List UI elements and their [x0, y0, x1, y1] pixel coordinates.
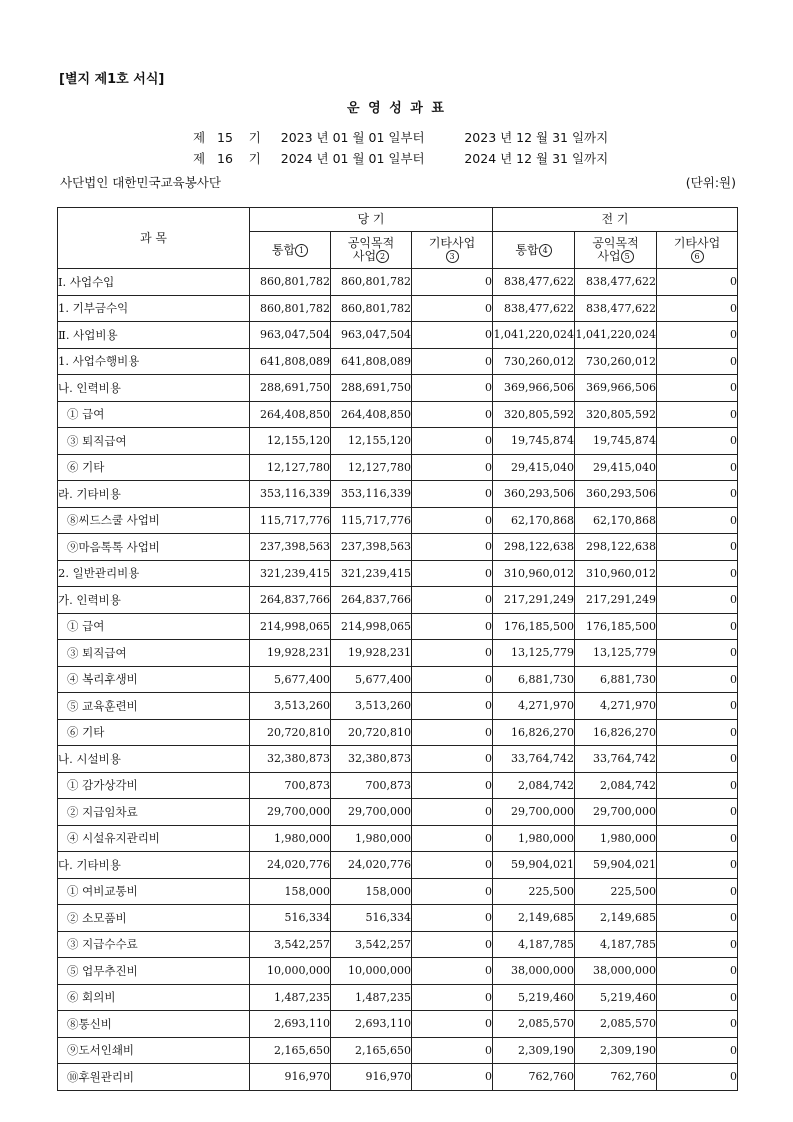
- amount-cell: 0: [412, 719, 493, 746]
- amount-cell: 225,500: [493, 878, 575, 905]
- table-row: [58, 1037, 738, 1064]
- account-name: ③ 퇴직급여: [58, 640, 250, 667]
- amount-cell: 0: [412, 1037, 493, 1064]
- circled-number: 5: [621, 250, 634, 263]
- amount-cell: 0: [657, 746, 738, 773]
- amount-cell: 158,000: [250, 878, 331, 905]
- amount-cell: 0: [412, 481, 493, 508]
- account-name: ④ 시설유지관리비: [58, 825, 250, 852]
- amount-cell: 0: [412, 534, 493, 561]
- document-title: 운 영 성 과 표: [347, 101, 446, 116]
- amount-cell: 1,041,220,024: [493, 322, 575, 349]
- account-name: Ⅱ. 사업비용: [58, 322, 250, 349]
- amount-cell: 0: [657, 269, 738, 296]
- table-row: [58, 613, 738, 640]
- amount-cell: 10,000,000: [250, 958, 331, 985]
- amount-cell: 0: [657, 534, 738, 561]
- table-row: [58, 825, 738, 852]
- amount-cell: 264,837,766: [250, 587, 331, 614]
- header-prior-public: 공익목적 사업 5: [575, 232, 657, 269]
- amount-cell: 963,047,504: [331, 322, 412, 349]
- account-name: ② 지급임차료: [58, 799, 250, 826]
- header-prior-period: 전 기: [493, 208, 738, 232]
- amount-cell: 214,998,065: [250, 613, 331, 640]
- amount-cell: 2,084,742: [493, 772, 575, 799]
- table-row: [58, 958, 738, 985]
- amount-cell: 32,380,873: [331, 746, 412, 773]
- amount-cell: 2,085,570: [493, 1011, 575, 1038]
- operating-results-table: [57, 207, 738, 1091]
- account-name: ⑥ 기타: [58, 719, 250, 746]
- amount-cell: 19,928,231: [331, 640, 412, 667]
- amount-cell: 19,928,231: [250, 640, 331, 667]
- amount-cell: 2,693,110: [250, 1011, 331, 1038]
- amount-cell: 115,717,776: [250, 507, 331, 534]
- account-name: ⑥ 회의비: [58, 984, 250, 1011]
- amount-cell: 158,000: [331, 878, 412, 905]
- table-row: [58, 746, 738, 773]
- account-name: ③ 지급수수료: [58, 931, 250, 958]
- account-name: ② 소모품비: [58, 905, 250, 932]
- table-row: [58, 1011, 738, 1038]
- amount-cell: 360,293,506: [575, 481, 657, 508]
- amount-cell: 62,170,868: [575, 507, 657, 534]
- amount-cell: 0: [412, 560, 493, 587]
- amount-cell: 838,477,622: [575, 295, 657, 322]
- circled-number: 1: [295, 244, 308, 257]
- amount-cell: 38,000,000: [493, 958, 575, 985]
- account-name: 다. 기타비용: [58, 852, 250, 879]
- amount-cell: 1,041,220,024: [575, 322, 657, 349]
- amount-cell: 0: [412, 852, 493, 879]
- table-row: [58, 587, 738, 614]
- amount-cell: 3,542,257: [250, 931, 331, 958]
- amount-cell: 5,219,460: [493, 984, 575, 1011]
- account-name: 1. 사업수행비용: [58, 348, 250, 375]
- amount-cell: 16,826,270: [575, 719, 657, 746]
- amount-cell: 916,970: [331, 1064, 412, 1091]
- amount-cell: 0: [412, 454, 493, 481]
- amount-cell: 1,980,000: [331, 825, 412, 852]
- circled-number: 6: [691, 250, 704, 263]
- table-body: [58, 269, 738, 1091]
- table-row: [58, 905, 738, 932]
- amount-cell: 0: [657, 772, 738, 799]
- amount-cell: 0: [412, 984, 493, 1011]
- amount-cell: 730,260,012: [493, 348, 575, 375]
- amount-cell: 19,745,874: [493, 428, 575, 455]
- account-name: 나. 인력비용: [58, 375, 250, 402]
- amount-cell: 0: [412, 507, 493, 534]
- amount-cell: 0: [657, 560, 738, 587]
- account-name: ⑨도서인쇄비: [58, 1037, 250, 1064]
- amount-cell: 214,998,065: [331, 613, 412, 640]
- amount-cell: 0: [657, 666, 738, 693]
- amount-cell: 0: [657, 348, 738, 375]
- amount-cell: 12,155,120: [331, 428, 412, 455]
- table-row: [58, 984, 738, 1011]
- amount-cell: 310,960,012: [575, 560, 657, 587]
- amount-cell: 6,881,730: [575, 666, 657, 693]
- table-row: [58, 878, 738, 905]
- amount-cell: 0: [412, 1064, 493, 1091]
- amount-cell: 730,260,012: [575, 348, 657, 375]
- amount-cell: 700,873: [250, 772, 331, 799]
- amount-cell: 288,691,750: [250, 375, 331, 402]
- amount-cell: 5,219,460: [575, 984, 657, 1011]
- header-current-total: 통합 1: [250, 232, 331, 269]
- table-row: [58, 322, 738, 349]
- amount-cell: 0: [657, 375, 738, 402]
- amount-cell: 0: [657, 613, 738, 640]
- amount-cell: 10,000,000: [331, 958, 412, 985]
- amount-cell: 5,677,400: [331, 666, 412, 693]
- account-name: 2. 일반관리비용: [58, 560, 250, 587]
- amount-cell: 0: [657, 693, 738, 720]
- amount-cell: 762,760: [575, 1064, 657, 1091]
- table-row: [58, 269, 738, 296]
- account-name: ⑩후원관리비: [58, 1064, 250, 1091]
- table-row: [58, 799, 738, 826]
- table-row: [58, 719, 738, 746]
- amount-cell: 0: [657, 958, 738, 985]
- form-label: [별지 제1호 서식]: [59, 72, 165, 87]
- table-row: [58, 666, 738, 693]
- amount-cell: 1,980,000: [575, 825, 657, 852]
- amount-cell: 516,334: [250, 905, 331, 932]
- table-row: [58, 693, 738, 720]
- amount-cell: 33,764,742: [575, 746, 657, 773]
- amount-cell: 320,805,592: [575, 401, 657, 428]
- amount-cell: 0: [657, 428, 738, 455]
- amount-cell: 1,980,000: [250, 825, 331, 852]
- account-name: 라. 기타비용: [58, 481, 250, 508]
- amount-cell: 0: [412, 375, 493, 402]
- amount-cell: 0: [657, 640, 738, 667]
- circled-number: 2: [376, 250, 389, 263]
- amount-cell: 963,047,504: [250, 322, 331, 349]
- amount-cell: 0: [657, 984, 738, 1011]
- amount-cell: 762,760: [493, 1064, 575, 1091]
- account-name: ⑧통신비: [58, 1011, 250, 1038]
- amount-cell: 264,837,766: [331, 587, 412, 614]
- amount-cell: 0: [412, 666, 493, 693]
- amount-cell: 0: [412, 746, 493, 773]
- account-name: Ⅰ. 사업수입: [58, 269, 250, 296]
- amount-cell: 2,309,190: [575, 1037, 657, 1064]
- amount-cell: 0: [657, 295, 738, 322]
- amount-cell: 0: [412, 401, 493, 428]
- amount-cell: 0: [657, 878, 738, 905]
- amount-cell: 20,720,810: [331, 719, 412, 746]
- table-row: [58, 428, 738, 455]
- amount-cell: 2,693,110: [331, 1011, 412, 1038]
- amount-cell: 641,808,089: [250, 348, 331, 375]
- account-name: ⑤ 업무추진비: [58, 958, 250, 985]
- table-row: [58, 295, 738, 322]
- header-prior-total: 통합 4: [493, 232, 575, 269]
- amount-cell: 3,513,260: [331, 693, 412, 720]
- amount-cell: 176,185,500: [575, 613, 657, 640]
- amount-cell: 641,808,089: [331, 348, 412, 375]
- amount-cell: 2,084,742: [575, 772, 657, 799]
- table-row: [58, 401, 738, 428]
- amount-cell: 0: [657, 587, 738, 614]
- table-row: [58, 560, 738, 587]
- amount-cell: 298,122,638: [575, 534, 657, 561]
- amount-cell: 29,700,000: [250, 799, 331, 826]
- amount-cell: 860,801,782: [250, 295, 331, 322]
- amount-cell: 16,826,270: [493, 719, 575, 746]
- amount-cell: 176,185,500: [493, 613, 575, 640]
- circled-number: 3: [446, 250, 459, 263]
- amount-cell: 13,125,779: [575, 640, 657, 667]
- amount-cell: 0: [412, 587, 493, 614]
- amount-cell: 29,700,000: [331, 799, 412, 826]
- amount-cell: 264,408,850: [331, 401, 412, 428]
- amount-cell: 0: [657, 1064, 738, 1091]
- header-current-public: 공익목적 사업 2: [331, 232, 412, 269]
- account-name: ① 감가상각비: [58, 772, 250, 799]
- table-row: [58, 507, 738, 534]
- amount-cell: 0: [412, 1011, 493, 1038]
- account-name: ① 급여: [58, 613, 250, 640]
- amount-cell: 860,801,782: [331, 295, 412, 322]
- amount-cell: 0: [412, 322, 493, 349]
- table-row: [58, 375, 738, 402]
- table-row: [58, 348, 738, 375]
- amount-cell: 916,970: [250, 1064, 331, 1091]
- amount-cell: 12,127,780: [331, 454, 412, 481]
- amount-cell: 4,187,785: [493, 931, 575, 958]
- amount-cell: 0: [657, 852, 738, 879]
- amount-cell: 0: [657, 454, 738, 481]
- amount-cell: 20,720,810: [250, 719, 331, 746]
- amount-cell: 2,165,650: [331, 1037, 412, 1064]
- organization-name: 사단법인 대한민국교육봉사단: [60, 175, 221, 190]
- account-name: ⑧씨드스쿨 사업비: [58, 507, 250, 534]
- amount-cell: 1,487,235: [250, 984, 331, 1011]
- amount-cell: 217,291,249: [575, 587, 657, 614]
- header-current-period: 당 기: [250, 208, 493, 232]
- amount-cell: 369,966,506: [575, 375, 657, 402]
- amount-cell: 0: [412, 772, 493, 799]
- table-row: [58, 852, 738, 879]
- table-row: [58, 1064, 738, 1091]
- amount-cell: 237,398,563: [331, 534, 412, 561]
- amount-cell: 12,127,780: [250, 454, 331, 481]
- table-row: [58, 481, 738, 508]
- account-name: ④ 복리후생비: [58, 666, 250, 693]
- amount-cell: 0: [412, 295, 493, 322]
- amount-cell: 2,309,190: [493, 1037, 575, 1064]
- amount-cell: 2,165,650: [250, 1037, 331, 1064]
- amount-cell: 0: [657, 931, 738, 958]
- amount-cell: 838,477,622: [493, 295, 575, 322]
- amount-cell: 310,960,012: [493, 560, 575, 587]
- amount-cell: 353,116,339: [250, 481, 331, 508]
- amount-cell: 0: [412, 613, 493, 640]
- table-row: [58, 772, 738, 799]
- account-name: ① 급여: [58, 401, 250, 428]
- account-name: 나. 시설비용: [58, 746, 250, 773]
- amount-cell: 1,487,235: [331, 984, 412, 1011]
- amount-cell: 24,020,776: [331, 852, 412, 879]
- amount-cell: 0: [657, 799, 738, 826]
- amount-cell: 321,239,415: [331, 560, 412, 587]
- amount-cell: 225,500: [575, 878, 657, 905]
- amount-cell: 5,677,400: [250, 666, 331, 693]
- amount-cell: 360,293,506: [493, 481, 575, 508]
- amount-cell: 62,170,868: [493, 507, 575, 534]
- amount-cell: 2,085,570: [575, 1011, 657, 1038]
- amount-cell: 29,700,000: [575, 799, 657, 826]
- header-subject: 과 목: [58, 208, 250, 269]
- amount-cell: 298,122,638: [493, 534, 575, 561]
- amount-cell: 0: [657, 1011, 738, 1038]
- amount-cell: 0: [412, 878, 493, 905]
- amount-cell: 3,513,260: [250, 693, 331, 720]
- table-row: [58, 534, 738, 561]
- table-row: [58, 931, 738, 958]
- table-row: [58, 454, 738, 481]
- period-line-16: 제 16 기 2024 년 01 월 01 일부터 2024 년 12 월 31 일까지: [193, 151, 609, 166]
- amount-cell: 264,408,850: [250, 401, 331, 428]
- amount-cell: 0: [657, 507, 738, 534]
- account-name: ⑨마음톡톡 사업비: [58, 534, 250, 561]
- account-name: 1. 기부금수익: [58, 295, 250, 322]
- amount-cell: 237,398,563: [250, 534, 331, 561]
- amount-cell: 6,881,730: [493, 666, 575, 693]
- amount-cell: 0: [412, 905, 493, 932]
- amount-cell: 860,801,782: [250, 269, 331, 296]
- amount-cell: 19,745,874: [575, 428, 657, 455]
- amount-cell: 0: [657, 905, 738, 932]
- unit-label: (단위:원): [685, 175, 736, 190]
- amount-cell: 12,155,120: [250, 428, 331, 455]
- amount-cell: 2,149,685: [493, 905, 575, 932]
- account-name: ① 여비교통비: [58, 878, 250, 905]
- amount-cell: 516,334: [331, 905, 412, 932]
- amount-cell: 4,187,785: [575, 931, 657, 958]
- amount-cell: 33,764,742: [493, 746, 575, 773]
- amount-cell: 0: [412, 825, 493, 852]
- amount-cell: 3,542,257: [331, 931, 412, 958]
- amount-cell: 217,291,249: [493, 587, 575, 614]
- amount-cell: 1,980,000: [493, 825, 575, 852]
- amount-cell: 0: [412, 693, 493, 720]
- header-current-other: 기타사업 3: [412, 232, 493, 269]
- amount-cell: 13,125,779: [493, 640, 575, 667]
- amount-cell: 320,805,592: [493, 401, 575, 428]
- amount-cell: 0: [657, 401, 738, 428]
- amount-cell: 369,966,506: [493, 375, 575, 402]
- amount-cell: 115,717,776: [331, 507, 412, 534]
- amount-cell: 29,415,040: [575, 454, 657, 481]
- amount-cell: 860,801,782: [331, 269, 412, 296]
- account-name: ⑤ 교육훈련비: [58, 693, 250, 720]
- amount-cell: 59,904,021: [575, 852, 657, 879]
- amount-cell: 0: [657, 481, 738, 508]
- amount-cell: 59,904,021: [493, 852, 575, 879]
- amount-cell: 838,477,622: [575, 269, 657, 296]
- table-row: [58, 640, 738, 667]
- amount-cell: 0: [657, 322, 738, 349]
- amount-cell: 0: [657, 1037, 738, 1064]
- amount-cell: 0: [657, 825, 738, 852]
- amount-cell: 29,415,040: [493, 454, 575, 481]
- amount-cell: 0: [412, 348, 493, 375]
- amount-cell: 700,873: [331, 772, 412, 799]
- account-name: 가. 인력비용: [58, 587, 250, 614]
- account-name: ⑥ 기타: [58, 454, 250, 481]
- amount-cell: 38,000,000: [575, 958, 657, 985]
- amount-cell: 0: [412, 269, 493, 296]
- amount-cell: 4,271,970: [575, 693, 657, 720]
- amount-cell: 0: [412, 931, 493, 958]
- period-line-15: 제 15 기 2023 년 01 월 01 일부터 2023 년 12 월 31 일까지: [193, 130, 609, 145]
- amount-cell: 321,239,415: [250, 560, 331, 587]
- amount-cell: 0: [412, 428, 493, 455]
- amount-cell: 0: [412, 799, 493, 826]
- amount-cell: 29,700,000: [493, 799, 575, 826]
- amount-cell: 0: [412, 958, 493, 985]
- amount-cell: 0: [657, 719, 738, 746]
- header-prior-other: 기타사업 6: [657, 232, 738, 269]
- amount-cell: 288,691,750: [331, 375, 412, 402]
- amount-cell: 0: [412, 640, 493, 667]
- amount-cell: 32,380,873: [250, 746, 331, 773]
- amount-cell: 353,116,339: [331, 481, 412, 508]
- account-name: ③ 퇴직급여: [58, 428, 250, 455]
- amount-cell: 838,477,622: [493, 269, 575, 296]
- circled-number: 4: [539, 244, 552, 257]
- amount-cell: 24,020,776: [250, 852, 331, 879]
- amount-cell: 2,149,685: [575, 905, 657, 932]
- amount-cell: 4,271,970: [493, 693, 575, 720]
